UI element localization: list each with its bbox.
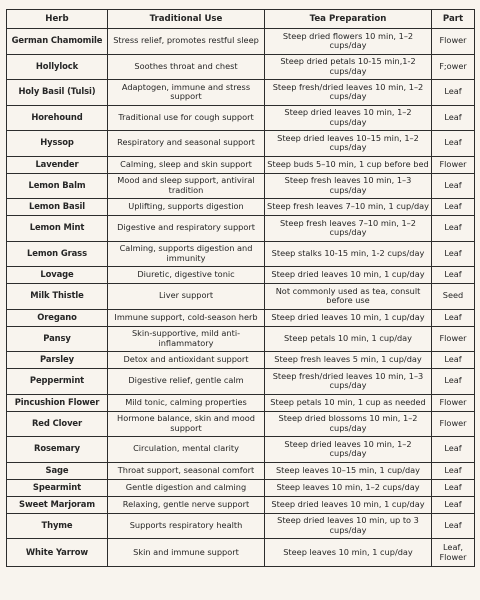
cell-traditional-use: Calming, sleep and skin support <box>108 156 265 173</box>
cell-herb: Thyme <box>7 513 108 539</box>
cell-part: Leaf <box>432 352 475 369</box>
table-row <box>7 105 475 131</box>
cell-part: Leaf <box>432 241 475 267</box>
cell-part: F;ower <box>432 54 475 80</box>
cell-herb: Lemon Mint <box>7 216 108 242</box>
herb-tea-table <box>6 9 475 567</box>
cell-traditional-use: Calming, supports digestion and immunity <box>108 241 265 267</box>
cell-tea-preparation: Steep petals 10 min, 1 cup as needed <box>265 394 432 411</box>
cell-part: Leaf <box>432 80 475 106</box>
cell-part: Leaf <box>432 309 475 326</box>
cell-traditional-use: Circulation, mental clarity <box>108 437 265 463</box>
cell-tea-preparation: Steep leaves 10 min, 1 cup/day <box>265 539 432 567</box>
cell-traditional-use: Diuretic, digestive tonic <box>108 267 265 284</box>
cell-tea-preparation: Steep dried blossoms 10 min, 1–2 cups/day <box>265 411 432 437</box>
cell-part: Leaf <box>432 437 475 463</box>
table-row <box>7 539 475 567</box>
cell-herb: Lemon Grass <box>7 241 108 267</box>
cell-herb: Peppermint <box>7 369 108 395</box>
cell-traditional-use: Digestive and respiratory support <box>108 216 265 242</box>
cell-traditional-use: Skin and immune support <box>108 539 265 567</box>
cell-traditional-use: Mild tonic, calming properties <box>108 394 265 411</box>
cell-part: Leaf <box>432 267 475 284</box>
cell-part: Leaf <box>432 369 475 395</box>
cell-part: Flower <box>432 29 475 55</box>
cell-tea-preparation: Steep dried leaves 10 min, 1 cup/day <box>265 267 432 284</box>
cell-herb: Oregano <box>7 309 108 326</box>
herb-tea-table-sheet <box>6 9 474 591</box>
cell-tea-preparation: Not commonly used as tea, consult before use <box>265 284 432 310</box>
table-row <box>7 80 475 106</box>
header-row <box>7 10 475 29</box>
cell-traditional-use: Hormone balance, skin and mood support <box>108 411 265 437</box>
table-row <box>7 216 475 242</box>
cell-herb: Sage <box>7 462 108 479</box>
table-row <box>7 326 475 352</box>
cell-part: Leaf <box>432 479 475 496</box>
cell-part: Leaf <box>432 513 475 539</box>
cell-part: Leaf <box>432 216 475 242</box>
table-row <box>7 437 475 463</box>
cell-traditional-use: Supports respiratory health <box>108 513 265 539</box>
cell-herb: Hollylock <box>7 54 108 80</box>
cell-tea-preparation: Steep buds 5–10 min, 1 cup before bed <box>265 156 432 173</box>
cell-herb: White Yarrow <box>7 539 108 567</box>
header-traditional-use: Traditional Use <box>108 10 265 29</box>
cell-tea-preparation: Steep fresh/dried leaves 10 min, 1–3 cups/day <box>265 369 432 395</box>
cell-traditional-use: Detox and antioxidant support <box>108 352 265 369</box>
table-row <box>7 267 475 284</box>
cell-tea-preparation: Steep dried petals 10-15 min,1-2 cups/day <box>265 54 432 80</box>
cell-herb: Hyssop <box>7 131 108 157</box>
cell-herb: Lemon Balm <box>7 173 108 199</box>
cell-tea-preparation: Steep leaves 10–15 min, 1 cup/day <box>265 462 432 479</box>
table-row <box>7 411 475 437</box>
table-row <box>7 29 475 55</box>
cell-traditional-use: Immune support, cold-season herb <box>108 309 265 326</box>
cell-part: Leaf <box>432 199 475 216</box>
table-row <box>7 352 475 369</box>
cell-tea-preparation: Steep petals 10 min, 1 cup/day <box>265 326 432 352</box>
cell-herb: Rosemary <box>7 437 108 463</box>
cell-herb: Lemon Basil <box>7 199 108 216</box>
table-body <box>7 29 475 567</box>
cell-part: Leaf <box>432 173 475 199</box>
header-herb: Herb <box>7 10 108 29</box>
table-row <box>7 131 475 157</box>
cell-traditional-use: Adaptogen, immune and stress support <box>108 80 265 106</box>
cell-traditional-use: Skin-supportive, mild anti-inflammatory <box>108 326 265 352</box>
cell-traditional-use: Digestive relief, gentle calm <box>108 369 265 395</box>
cell-herb: Pansy <box>7 326 108 352</box>
header-part: Part <box>432 10 475 29</box>
cell-traditional-use: Relaxing, gentle nerve support <box>108 496 265 513</box>
table-row <box>7 54 475 80</box>
cell-herb: Milk Thistle <box>7 284 108 310</box>
cell-herb: Pincushion Flower <box>7 394 108 411</box>
cell-tea-preparation: Steep dried leaves 10–15 min, 1–2 cups/day <box>265 131 432 157</box>
header-tea-preparation: Tea Preparation <box>265 10 432 29</box>
cell-tea-preparation: Steep fresh leaves 7–10 min, 1–2 cups/day <box>265 216 432 242</box>
table-row <box>7 241 475 267</box>
cell-herb: Spearmint <box>7 479 108 496</box>
table-row <box>7 513 475 539</box>
cell-part: Flower <box>432 156 475 173</box>
cell-tea-preparation: Steep fresh leaves 7–10 min, 1 cup/day <box>265 199 432 216</box>
cell-traditional-use: Mood and sleep support, antiviral tradition <box>108 173 265 199</box>
cell-tea-preparation: Steep dried leaves 10 min, up to 3 cups/day <box>265 513 432 539</box>
cell-part: Flower <box>432 411 475 437</box>
cell-traditional-use: Soothes throat and chest <box>108 54 265 80</box>
cell-herb: Sweet Marjoram <box>7 496 108 513</box>
cell-herb: Parsley <box>7 352 108 369</box>
cell-tea-preparation: Steep fresh leaves 5 min, 1 cup/day <box>265 352 432 369</box>
cell-herb: German Chamomile <box>7 29 108 55</box>
cell-herb: Horehound <box>7 105 108 131</box>
cell-tea-preparation: Steep dried leaves 10 min, 1–2 cups/day <box>265 105 432 131</box>
cell-traditional-use: Traditional use for cough support <box>108 105 265 131</box>
cell-part: Flower <box>432 326 475 352</box>
cell-herb: Red Clover <box>7 411 108 437</box>
cell-tea-preparation: Steep dried leaves 10 min, 1–2 cups/day <box>265 437 432 463</box>
cell-tea-preparation: Steep fresh leaves 10 min, 1–3 cups/day <box>265 173 432 199</box>
cell-part: Leaf <box>432 462 475 479</box>
cell-part: Seed <box>432 284 475 310</box>
cell-traditional-use: Stress relief, promotes restful sleep <box>108 29 265 55</box>
cell-traditional-use: Respiratory and seasonal support <box>108 131 265 157</box>
cell-tea-preparation: Steep leaves 10 min, 1–2 cups/day <box>265 479 432 496</box>
table-row <box>7 479 475 496</box>
cell-tea-preparation: Steep dried flowers 10 min, 1–2 cups/day <box>265 29 432 55</box>
table-row <box>7 369 475 395</box>
table-row <box>7 284 475 310</box>
cell-traditional-use: Liver support <box>108 284 265 310</box>
cell-part: Leaf <box>432 131 475 157</box>
cell-traditional-use: Throat support, seasonal comfort <box>108 462 265 479</box>
table-row <box>7 394 475 411</box>
table-row <box>7 156 475 173</box>
cell-herb: Lovage <box>7 267 108 284</box>
cell-part: Leaf, Flower <box>432 539 475 567</box>
table-row <box>7 462 475 479</box>
cell-traditional-use: Gentle digestion and calming <box>108 479 265 496</box>
cell-herb: Holy Basil (Tulsi) <box>7 80 108 106</box>
cell-tea-preparation: Steep dried leaves 10 min, 1 cup/day <box>265 309 432 326</box>
cell-part: Flower <box>432 394 475 411</box>
cell-part: Leaf <box>432 105 475 131</box>
cell-herb: Lavender <box>7 156 108 173</box>
table-row <box>7 199 475 216</box>
table-row <box>7 309 475 326</box>
cell-tea-preparation: Steep fresh/dried leaves 10 min, 1–2 cups/day <box>265 80 432 106</box>
cell-tea-preparation: Steep dried leaves 10 min, 1 cup/day <box>265 496 432 513</box>
cell-traditional-use: Uplifting, supports digestion <box>108 199 265 216</box>
table-row <box>7 173 475 199</box>
cell-part: Leaf <box>432 496 475 513</box>
cell-tea-preparation: Steep stalks 10-15 min, 1-2 cups/day <box>265 241 432 267</box>
table-row <box>7 496 475 513</box>
